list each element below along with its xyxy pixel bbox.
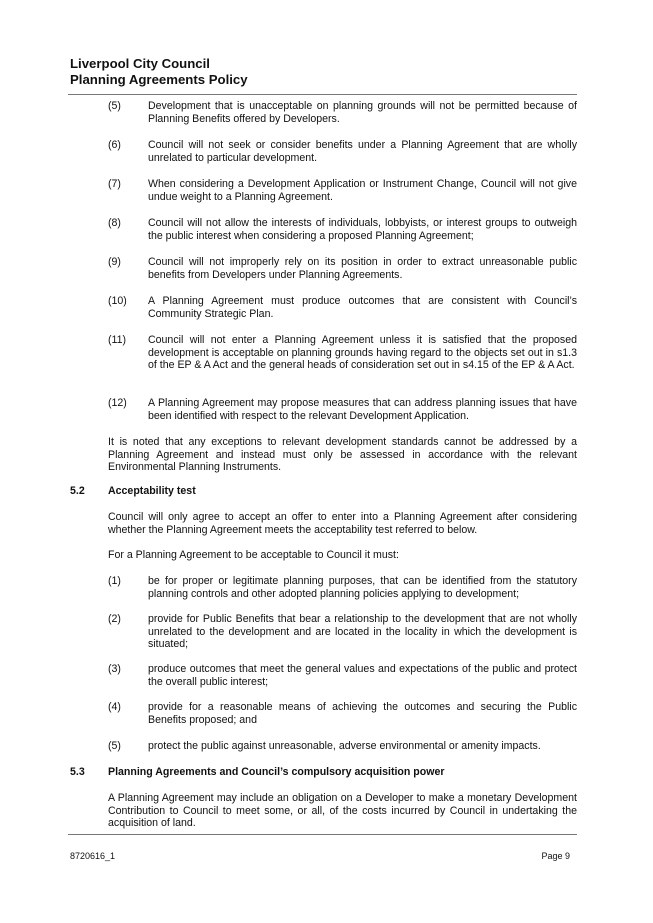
- item-text: Council will not enter a Planning Agreement unless it is satisfied that the proposed development is acceptable on planning grounds having regard to the objects set out in s1.3 of the EP & A Act and the general heads of consideration set out in s4.15 of the EP & A Act.: [148, 334, 577, 372]
- item-number: (3): [108, 663, 121, 675]
- item-number: (11): [108, 334, 127, 346]
- section-heading-5-2: [70, 485, 196, 498]
- item-text: Development that is unacceptable on planning grounds will not be permitted because of Planning Benefits offered by Developers.: [148, 100, 577, 125]
- item-number: (5): [108, 100, 121, 112]
- note-paragraph: It is noted that any exceptions to relevant development standards cannot be addressed by a Planning Agreement and instead must only be assessed in accordance with the relevant Environmental Planning Instruments.: [108, 436, 577, 474]
- item-text: Council will not improperly rely on its position in order to extract unreasonable public benefits from Developers under Planning Agreements.: [148, 256, 577, 281]
- item-text: provide for Public Benefits that bear a relationship to the development that are not wholly unrelated to the development and are located in the locality in which the development is situated;: [148, 613, 577, 651]
- item-number: (9): [108, 256, 121, 268]
- item-text: When considering a Development Application or Instrument Change, Council will not give undue weight to a Planning Agreement.: [148, 178, 577, 203]
- document-id: 8720616_1: [70, 851, 116, 861]
- section-number: 5.2: [70, 485, 85, 497]
- item-number: (4): [108, 701, 121, 713]
- paragraph: For a Planning Agreement to be acceptable to Council it must:: [108, 549, 399, 561]
- item-text: A Planning Agreement may propose measures that can address planning issues that have been identified with respect to the relevant Development Application.: [148, 397, 577, 422]
- item-number: (12): [108, 397, 127, 409]
- section-title: Planning Agreements and Council’s compulsory acquisition power: [108, 766, 445, 778]
- section-heading-5-3: [70, 766, 445, 779]
- footer-divider: [68, 834, 577, 835]
- item-text: Council will not allow the interests of individuals, lobbyists, or interest groups to outweigh the public interest when considering a proposed Planning Agreement;: [148, 217, 577, 242]
- page-number: Page 9: [541, 851, 570, 861]
- section-title: Acceptability test: [108, 485, 196, 497]
- item-number: (8): [108, 217, 121, 229]
- item-number: (7): [108, 178, 121, 190]
- item-text: protect the public against unreasonable, adverse environmental or amenity impacts.: [148, 740, 541, 752]
- paragraph: Council will only agree to accept an offer to enter into a Planning Agreement after considering whether the Planning Agreement meets the acceptability test referred to below.: [108, 511, 577, 536]
- header-policy-title: Planning Agreements Policy: [70, 72, 248, 87]
- item-text: be for proper or legitimate planning purposes, that can be identified from the statutory planning controls and other adopted planning policies applying to development;: [148, 575, 577, 600]
- item-number: (6): [108, 139, 121, 151]
- item-number: (5): [108, 740, 121, 752]
- item-number: (1): [108, 575, 121, 587]
- section-number: 5.3: [70, 766, 85, 778]
- item-number: (2): [108, 613, 121, 625]
- paragraph: A Planning Agreement may include an obligation on a Developer to make a monetary Development Contribution to Council to meet some, or all, of the costs incurred by Council in undertaking the acquisition of land.: [108, 792, 577, 830]
- item-text: provide for a reasonable means of achieving the outcomes and securing the Public Benefits proposed; and: [148, 701, 577, 726]
- item-text: produce outcomes that meet the general values and expectations of the public and protect the overall public interest;: [148, 663, 577, 688]
- item-number: (10): [108, 295, 127, 307]
- header-divider: [68, 94, 577, 95]
- item-text: Council will not seek or consider benefits under a Planning Agreement that are wholly unrelated to particular development.: [148, 139, 577, 164]
- item-text: A Planning Agreement must produce outcomes that are consistent with Council’s Community Strategic Plan.: [148, 295, 577, 320]
- header-council-name: Liverpool City Council: [70, 56, 210, 71]
